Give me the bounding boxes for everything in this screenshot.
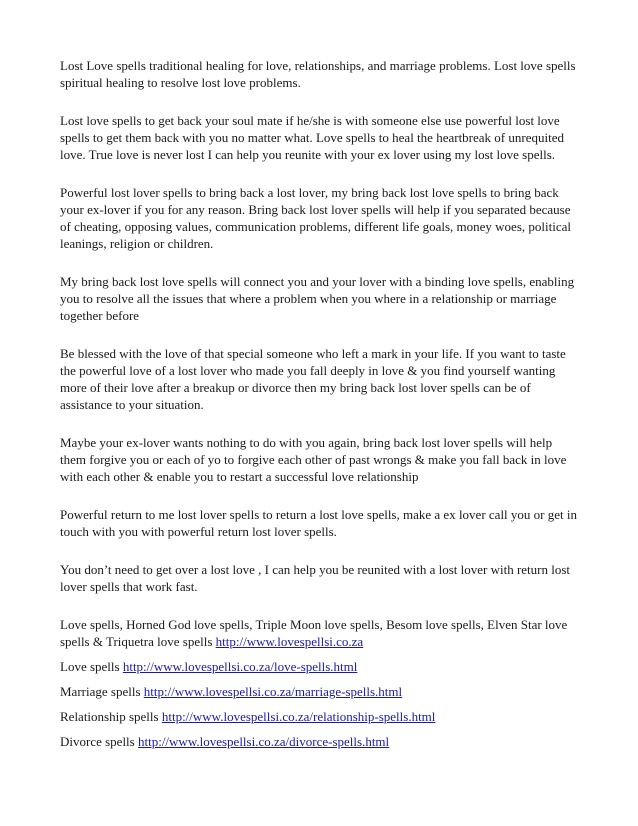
love-spells-label: Love spells [60,659,123,674]
divorce-spells-label: Divorce spells [60,734,138,749]
paragraph-6: Maybe your ex-lover wants nothing to do with you again, bring back lost lover spells will help them forgive you or each of yo to forgive each other of past wrongs & make you fall back in love with each other & enable you to restart a successful love relationship [60,435,567,484]
love-spells-line [60,658,580,675]
paragraph-4: My bring back lost love spells will connect you and your lover with a binding love spells, enabling you to resolve all the issues that where a problem when you where in a relationship or marriage together before [60,274,575,323]
paragraph-5: Be blessed with the love of that special someone who left a mark in your life. If you want to taste the powerful love of a lost lover who made you fall deeply in love & you find yourself wanting more of their love after a breakup or divorce then my bring back lost lover spells can be of assistance to your situation. [60,346,566,412]
relationship-spells-line [60,708,580,725]
paragraph-2: Lost love spells to get back your soul mate if he/she is with someone else use powerful lost love spells to get them back with you no matter what. Love spells to heal the heartbreak of unrequited love. True love is never lost I can help you reunite with your ex lover using my lost love spells. [60,113,564,162]
paragraph-8: You don’t need to get over a lost love , I can help you be reunited with a lost lover with return lost lover spells that work fast. [60,562,571,594]
spells-list-intro-text: Love spells, Horned God love spells, Triple Moon love spells, Besom love spells, Elven Star love spells & Triquetra love spells [60,617,568,649]
marriage-spells-label: Marriage spells [60,684,144,699]
divorce-spells-line [60,733,580,750]
homepage-link[interactable]: http://www.lovespellsi.co.za [215,634,364,649]
spells-list-intro [60,616,580,650]
marriage-spells-link[interactable]: http://www.lovespellsi.co.za/marriage-spells.html [143,684,403,699]
relationship-spells-label: Relationship spells [60,709,162,724]
paragraph-3: Powerful lost lover spells to bring back a lost lover, my bring back lost love spells to bring back your ex-lover if you for any reason. Bring back lost lover spells will help if you separated because of cheating, opposing values, communication problems, different life goals, money woes, political leanings, religion or children. [60,185,571,251]
love-spells-link[interactable]: http://www.lovespellsi.co.za/love-spells.html [122,659,358,674]
document-page [60,57,580,750]
paragraph-1: Lost Love spells traditional healing for love, relationships, and marriage problems. Lost love spells spiritual healing to resolve lost love problems. [60,58,576,90]
divorce-spells-link[interactable]: http://www.lovespellsi.co.za/divorce-spells.html [137,734,390,749]
marriage-spells-line [60,683,580,700]
paragraph-7: Powerful return to me lost lover spells to return a lost love spells, make a ex lover call you or get in touch with you with powerful return lost lover spells. [60,507,577,539]
relationship-spells-link[interactable]: http://www.lovespellsi.co.za/relationship-spells.html [161,709,436,724]
